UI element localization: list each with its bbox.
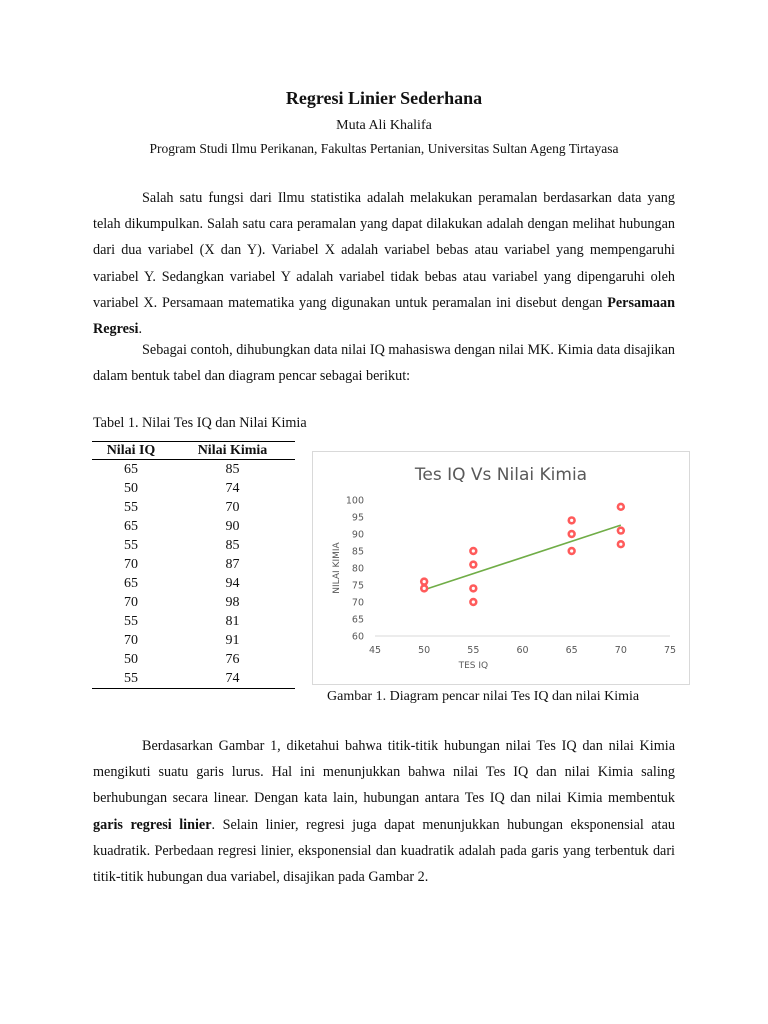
cell-kimia: 70 <box>225 500 240 515</box>
y-tick-label: 100 <box>345 495 364 507</box>
data-point <box>469 598 477 606</box>
data-point <box>469 547 477 555</box>
data-point-center <box>472 563 475 566</box>
x-axis-title: TES IQ <box>458 661 489 671</box>
data-point <box>567 516 575 524</box>
table-header-kimia: Nilai Kimia <box>170 442 295 460</box>
table-row <box>92 612 295 631</box>
cell-kimia: 85 <box>225 462 240 477</box>
intro-paragraph <box>93 185 675 342</box>
data-point-center <box>472 587 475 590</box>
table-row <box>92 555 295 574</box>
conclusion-text: Berdasarkan Gambar 1, diketahui bahwa titik-titik hubungan nilai Tes IQ dan nilai Kimia mengikuti suatu garis lurus. Hal ini menunjukkan bahwa nilai Tes IQ dan nilai Kimia saling berhubungan secara linear. Dengan kata lain, hubungan antara Tes IQ dan nilai Kimia membentuk <box>93 738 675 807</box>
data-point <box>567 547 575 555</box>
conclusion-paragraph <box>93 733 675 890</box>
data-point-center <box>423 580 426 583</box>
table-row <box>92 631 295 650</box>
table-row <box>92 536 295 555</box>
y-axis-title: NILAI KIMIA <box>332 542 342 594</box>
table-row <box>92 650 295 669</box>
cell-iq: 70 <box>124 633 138 648</box>
cell-kimia: 81 <box>225 614 240 629</box>
data-point-center <box>570 549 573 552</box>
x-tick-label: 65 <box>565 645 578 656</box>
data-point-center <box>472 549 475 552</box>
table-row <box>92 574 295 593</box>
table-row <box>92 479 295 498</box>
x-tick-label: 60 <box>516 645 529 656</box>
author-affiliation: Program Studi Ilmu Perikanan, Fakultas Pertanian, Universitas Sultan Ageng Tirtayasa <box>149 141 619 156</box>
y-tick-label: 65 <box>351 614 364 626</box>
data-point <box>420 577 428 585</box>
conclusion-bold-term: garis regresi linier <box>93 816 212 833</box>
example-paragraph: Sebagai contoh, dihubungkan data nilai IQ mahasiswa dengan nilai MK. Kimia data disajikan dalam bentuk tabel dan diagram pencar sebagai berikut: <box>93 342 675 385</box>
data-point-center <box>619 505 622 508</box>
x-tick-label: 70 <box>614 645 627 656</box>
table-header-row <box>92 442 295 460</box>
y-tick-label: 80 <box>351 563 364 575</box>
y-tick-label: 85 <box>351 546 364 558</box>
cell-kimia: 76 <box>225 652 240 667</box>
intro-text: Salah satu fungsi dari Ilmu statistika adalah melakukan peramalan berdasarkan data yang telah dikumpulkan. Salah satu cara peramalan yang dapat dilakukan adalah dengan melihat hubungan dari dua variabel (X dan Y). Variabel X adalah variabel bebas atau variabel yang mempengaruhi variabel Y. Sedangkan variabel Y adalah variabel tidak bebas atau variabel yang dipengaruhi oleh variabel X. Persamaan matematika yang digunakan untuk peramalan ini disebut dengan <box>93 190 675 311</box>
cell-iq: 70 <box>124 595 138 610</box>
document-title: Regresi Linier Sederhana <box>285 88 483 108</box>
y-tick-label: 95 <box>351 512 364 524</box>
data-point-center <box>472 600 475 603</box>
table-row <box>92 498 295 517</box>
cell-kimia: 87 <box>225 557 240 572</box>
data-point <box>469 560 477 568</box>
data-point <box>567 530 575 538</box>
x-tick-label: 55 <box>467 645 480 656</box>
cell-iq: 50 <box>124 481 138 496</box>
y-tick-label: 90 <box>351 529 364 541</box>
data-table <box>92 441 295 689</box>
cell-iq: 55 <box>124 538 138 553</box>
intro-bold-term: Persamaan Regresi <box>93 294 675 338</box>
data-point <box>617 503 625 511</box>
data-point <box>469 584 477 592</box>
cell-kimia: 74 <box>170 669 295 689</box>
data-point <box>617 526 625 534</box>
cell-iq: 65 <box>124 576 138 591</box>
y-tick-label: 60 <box>351 631 364 643</box>
x-tick-label: 75 <box>663 645 677 656</box>
cell-kimia: 91 <box>225 633 240 648</box>
author-name: Muta Ali Khalifa <box>336 118 432 133</box>
cell-iq: 70 <box>124 557 138 572</box>
conclusion-text-end: . Selain linier, regresi juga dapat menunjukkan hubungan eksponensial atau kuadratik. Perbedaan regresi linier, eksponensial dan kuadratik adalah pada garis yang terbentuk dari titik-titik hubungan dua variabel, disajikan pada Gambar 2. <box>93 816 675 886</box>
cell-kimia: 90 <box>225 519 240 534</box>
table-row <box>92 517 295 536</box>
cell-kimia: 74 <box>225 481 240 496</box>
data-point-center <box>570 519 573 522</box>
scatter-chart-svg <box>313 452 689 684</box>
cell-iq: 55 <box>124 500 138 515</box>
cell-kimia: 94 <box>225 576 240 591</box>
y-tick-label: 75 <box>351 580 364 592</box>
cell-iq: 50 <box>124 652 138 667</box>
data-point-center <box>619 543 622 546</box>
table-row <box>92 460 295 480</box>
figure-caption: Gambar 1. Diagram pencar nilai Tes IQ dan nilai Kimia <box>327 689 640 704</box>
data-point-center <box>619 529 622 532</box>
data-point-center <box>423 587 426 590</box>
table-header-iq: Nilai IQ <box>92 442 170 460</box>
x-tick-label: 45 <box>368 645 382 656</box>
cell-iq: 65 <box>124 462 138 477</box>
table-row <box>92 669 295 689</box>
cell-iq: 55 <box>124 614 138 629</box>
data-point-center <box>570 532 573 535</box>
cell-kimia: 85 <box>225 538 240 553</box>
x-tick-label: 50 <box>418 645 431 656</box>
intro-end: . <box>138 321 142 338</box>
table-row <box>92 593 295 612</box>
cell-kimia: 98 <box>225 595 240 610</box>
trend-line <box>424 525 621 590</box>
y-tick-label: 70 <box>351 597 364 609</box>
chart-title: Tes IQ Vs Nilai Kimia <box>414 465 588 485</box>
table-caption: Tabel 1. Nilai Tes IQ dan Nilai Kimia <box>93 415 307 431</box>
data-point <box>617 540 625 548</box>
cell-iq: 65 <box>124 519 138 534</box>
scatter-chart <box>312 451 690 685</box>
cell-iq: 55 <box>92 669 170 689</box>
